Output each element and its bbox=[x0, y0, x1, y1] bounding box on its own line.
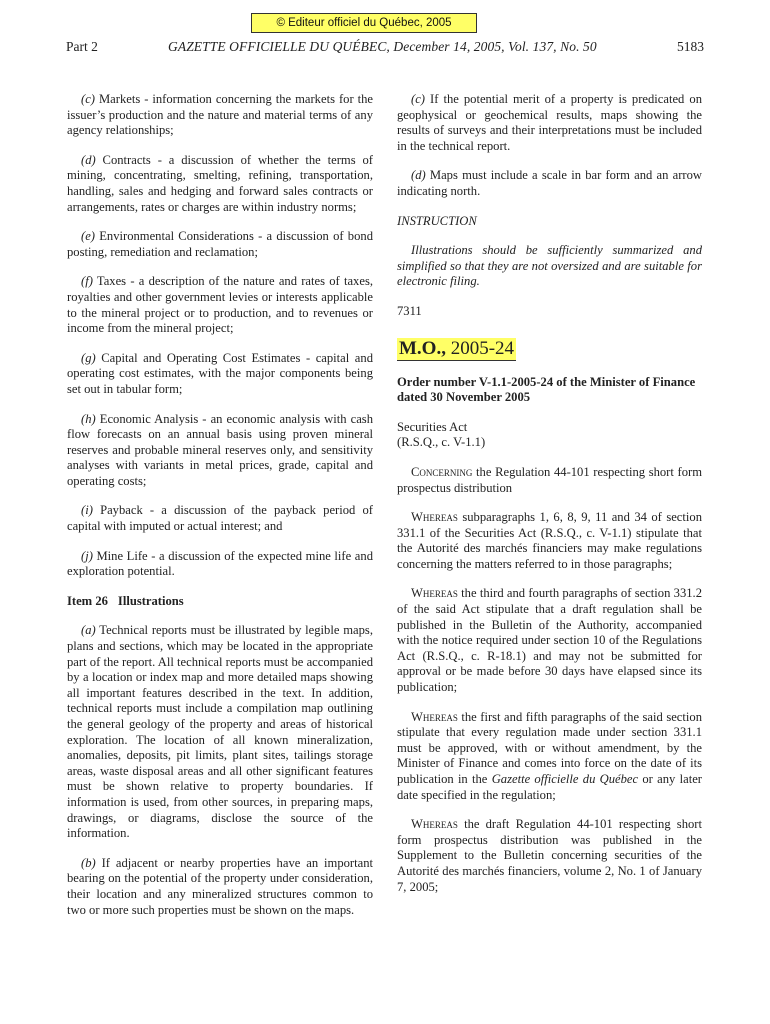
label: (g) bbox=[81, 350, 96, 365]
text: Mine Life - a discussion of the expected mine life and exploration potential. bbox=[67, 548, 373, 579]
whereas-paragraph-1 bbox=[397, 510, 702, 572]
text: Economic Analysis - an economic analysis with cash flow forecasts on an annual basis using proven mineral reserves and probable mineral reserves only, and sensitivity analyses with variants in metal prices, grade, capital and operating costs; bbox=[67, 411, 373, 488]
ministerial-order-tag bbox=[397, 338, 516, 361]
text: Technical reports must be illustrated by legible maps, plans and sections, which may be located in the appropriate part of the report. All technical reports must be accompanied by a location or index map and more detailed maps showing all important features described in the text. In addition, technical reports must include a compilation map outlining the general geology of the property and areas of historical exploration. The location of all known mineralization, anomalies, deposits, pit limits, plant sites, tailings storage areas, waste disposal areas and all other significant features must be shown relative to property boundaries. If information is used, from other sources, in preparing maps, drawings, or diagrams, disclose the source of the information. bbox=[67, 623, 373, 841]
keyword: Whereas bbox=[411, 817, 458, 832]
paragraph-a-technical bbox=[67, 623, 373, 841]
text: the Regulation 44-101 respecting short form prospectus distribution bbox=[397, 464, 702, 495]
keyword: Whereas bbox=[411, 586, 458, 601]
text: Capital and Operating Cost Estimates - capital and operating cost estimates, with the major components being set out in tabular form; bbox=[67, 350, 373, 396]
label: (d) bbox=[411, 168, 426, 183]
gazette-title: GAZETTE OFFICIELLE DU QUÉBEC, December 14, 2005, Vol. 137, No. 50 bbox=[168, 39, 597, 54]
instruction-text: Illustrations should be sufficiently summarized and simplified so that they are not oversized and are suitable for electronic filing. bbox=[397, 243, 702, 289]
label: (c) bbox=[81, 92, 95, 106]
left-column bbox=[67, 92, 373, 932]
paragraph-j-mine-life bbox=[67, 549, 373, 580]
label: (a) bbox=[81, 623, 96, 638]
copyright-banner: © Editeur officiel du Québec, 2005 bbox=[251, 13, 477, 33]
item-heading bbox=[67, 594, 373, 610]
instruction-heading: INSTRUCTION bbox=[397, 213, 477, 228]
paragraph-b-adjacent bbox=[67, 856, 373, 918]
label: (i) bbox=[81, 503, 93, 518]
text: subparagraphs 1, 6, 8, 9, 11 and 34 of section 331.1 of the Securities Act (R.S.Q., c. V-1.1) stipulate that the Autorité des marchés financiers may make regulations concerning the matters referred to in those paragraphs; bbox=[397, 510, 702, 571]
text: the draft Regulation 44-101 respecting short form prospectus distribution was published in the Supplement to the Bulletin concerning securities of the Autorité des marchés financiers, volume 2, No. 1 of January 7, 2005; bbox=[397, 817, 702, 894]
text: the first and fifth paragraphs of the said section stipulate that every regulation made under section 331.1 must be approved, with or without amendment, by the Minister of Finance and comes into force on the date of its publication in the bbox=[397, 709, 702, 786]
label: (j) bbox=[81, 548, 93, 563]
text: or any later date specified in the regulation; bbox=[397, 772, 702, 802]
order-title: Order number V-1.1-2005-24 of the Minister of Finance dated 30 November 2005 bbox=[397, 374, 696, 405]
concerning-paragraph bbox=[397, 465, 702, 496]
label: (d) bbox=[81, 152, 96, 167]
whereas-paragraph-2 bbox=[397, 586, 702, 695]
act-ref: (R.S.Q., c. V-1.1) bbox=[397, 435, 486, 450]
item-number: Item 26 bbox=[67, 593, 108, 608]
paragraph-g-costs bbox=[67, 351, 373, 398]
text: the third and fourth paragraphs of section 331.2 of the said Act stipulate that a draft regulation shall be published in the Bulletin of the Authority, accompanied with the notice required under section 10 of the Regulations Act (R.S.Q., c. R-18.1) and may not be submitted for approval or be made before 30 days have elapsed since its publication; bbox=[397, 586, 702, 695]
keyword: Whereas bbox=[411, 510, 458, 525]
page-number: 5183 bbox=[677, 39, 704, 54]
text: Maps must include a scale in bar form and an arrow indicating north. bbox=[397, 168, 702, 198]
keyword: Concerning bbox=[411, 464, 473, 479]
paragraph-d-contracts bbox=[67, 153, 373, 215]
act-name: Securities Act bbox=[397, 419, 468, 434]
page-header bbox=[66, 39, 704, 59]
mo-prefix: M.O., bbox=[399, 337, 446, 359]
label: (c) bbox=[411, 92, 425, 106]
text: Contracts - a discussion of whether the terms of mining, concentrating, smelting, refining, transportation, handling, sales and hedging and forward sales contracts or arrangements, rates or charges are within industry norms; bbox=[67, 152, 373, 214]
item-title: Illustrations bbox=[117, 593, 184, 608]
text: If adjacent or nearby properties have an important bearing on the potential of the property under consideration, their location and any mineralized structures common to two or more such properties must be shown on the maps. bbox=[67, 855, 373, 917]
paragraph-d-maps bbox=[397, 168, 702, 199]
keyword: Whereas bbox=[411, 709, 458, 724]
text: If the potential merit of a property is predicated on geophysical or geochemical results, maps showing the results of surveys and their interpretations must be included in the technical report. bbox=[397, 92, 702, 153]
paragraph-i-payback bbox=[67, 503, 373, 534]
text: Markets - information concerning the markets for the issuer’s production and the nature and material terms of any agency relationships; bbox=[67, 92, 373, 138]
label: (e) bbox=[81, 229, 95, 244]
paragraph-e-environmental bbox=[67, 229, 373, 260]
whereas-paragraph-4 bbox=[397, 817, 702, 895]
mo-number: 2005-24 bbox=[445, 337, 515, 359]
reference-number: 7311 bbox=[397, 303, 422, 318]
label: (b) bbox=[81, 855, 96, 870]
right-column bbox=[397, 92, 702, 909]
label: (h) bbox=[81, 411, 96, 426]
paragraph-h-economic bbox=[67, 412, 373, 490]
paragraph-c-geophysical bbox=[397, 92, 702, 154]
paragraph-c-markets bbox=[67, 92, 373, 139]
paragraph-f-taxes bbox=[67, 274, 373, 336]
act-citation bbox=[397, 420, 702, 451]
text: Payback - a discussion of the payback period of capital with imputed or actual interest; and bbox=[67, 503, 373, 534]
gazette-name: Gazette officielle du Québec bbox=[491, 772, 639, 786]
text: Environmental Considerations - a discussion of bond posting, remediation and reclamation; bbox=[67, 229, 373, 259]
label: (f) bbox=[81, 274, 93, 289]
part-label: Part 2 bbox=[66, 39, 98, 54]
whereas-paragraph-3 bbox=[397, 710, 702, 804]
text: Taxes - a description of the nature and rates of taxes, royalties and other government levies or interests applicable to the mineral project or to production, and to revenues or income from the mineral project; bbox=[67, 274, 373, 336]
